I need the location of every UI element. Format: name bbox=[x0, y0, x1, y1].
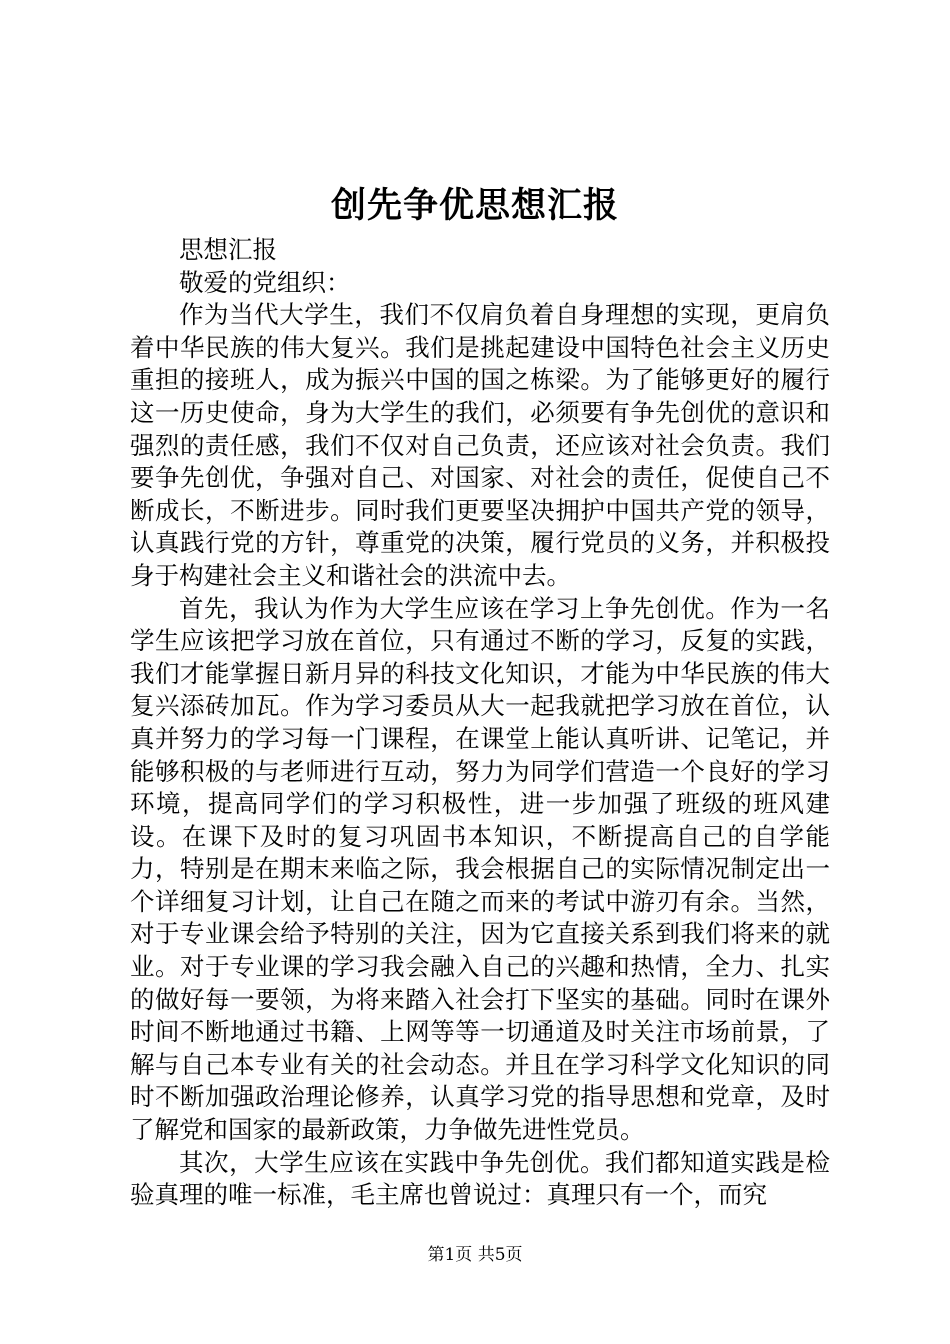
page-number-footer: 第1页 共5页 bbox=[427, 1245, 523, 1265]
document-body bbox=[130, 234, 830, 1212]
paragraph-heading: 思想汇报 bbox=[179, 235, 277, 264]
document-title: 创先争优思想汇报 bbox=[330, 185, 619, 226]
paragraph: 首先，我认为作为大学生应该在学习上争先创优。作为一名学生应该把学习放在首位，只有通过不断的学习，反复的实践，我们才能掌握日新月异的科技文化知识，才能为中华民族的伟大复兴添砖加瓦。作为学习委员从大一起我就把学习放在首位，认真并努力的学习每一门课程，在课堂上能认真听讲、记笔记，并能够积极的与老师进行互动，努力为同学们营造一个良好的学习环境，提高同学们的学习积极性，进一步加强了班级的班风建设。在课下及时的复习巩固书本知识，不断提高自己的自学能力，特别是在期末来临之际，我会根据自己的实际情况制定出一个详细复习计划，让自己在随之而来的考试中游刃有余。当然，对于专业课会给予特别的关注，因为它直接关系到我们将来的就业。对于专业课的学习我会融入自己的兴趣和热情，全力、扎实的做好每一要领，为将来踏入社会打下坚实的基础。同时在课外时间不断地通过书籍、上网等等一切通道及时关注市场前景，了解与自己本专业有关的社会动态。并且在学习科学文化知识的同时不断加强政治理论修养，认真学习党的指导思想和党章，及时了解党和国家的最新政策，力争做先进性党员。 bbox=[130, 593, 830, 1145]
paragraph: 其次，大学生应该在实践中争先创优。我们都知道实践是检验真理的唯一标准，毛主席也曾说过：真理只有一个，而究 bbox=[130, 1147, 830, 1210]
paragraph: 作为当代大学生，我们不仅肩负着自身理想的实现，更肩负着中华民族的伟大复兴。我们是挑起建设中国特色社会主义历史重担的接班人，成为振兴中国的国之栋梁。为了能够更好的履行这一历史使命，身为大学生的我们，必须要有争先创优的意识和强烈的责任感，我们不仅对自己负责，还应该对社会负责。我们要争先创优，争强对自己、对国家、对社会的责任，促使自己不断成长，不断进步。同时我们更要坚决拥护中国共产党的领导，认真践行党的方针，尊重党的决策，履行党员的义务，并积极投身于构建社会主义和谐社会的洪流中去。 bbox=[130, 300, 830, 590]
paragraph-salutation: 敬爱的党组织： bbox=[179, 267, 351, 297]
